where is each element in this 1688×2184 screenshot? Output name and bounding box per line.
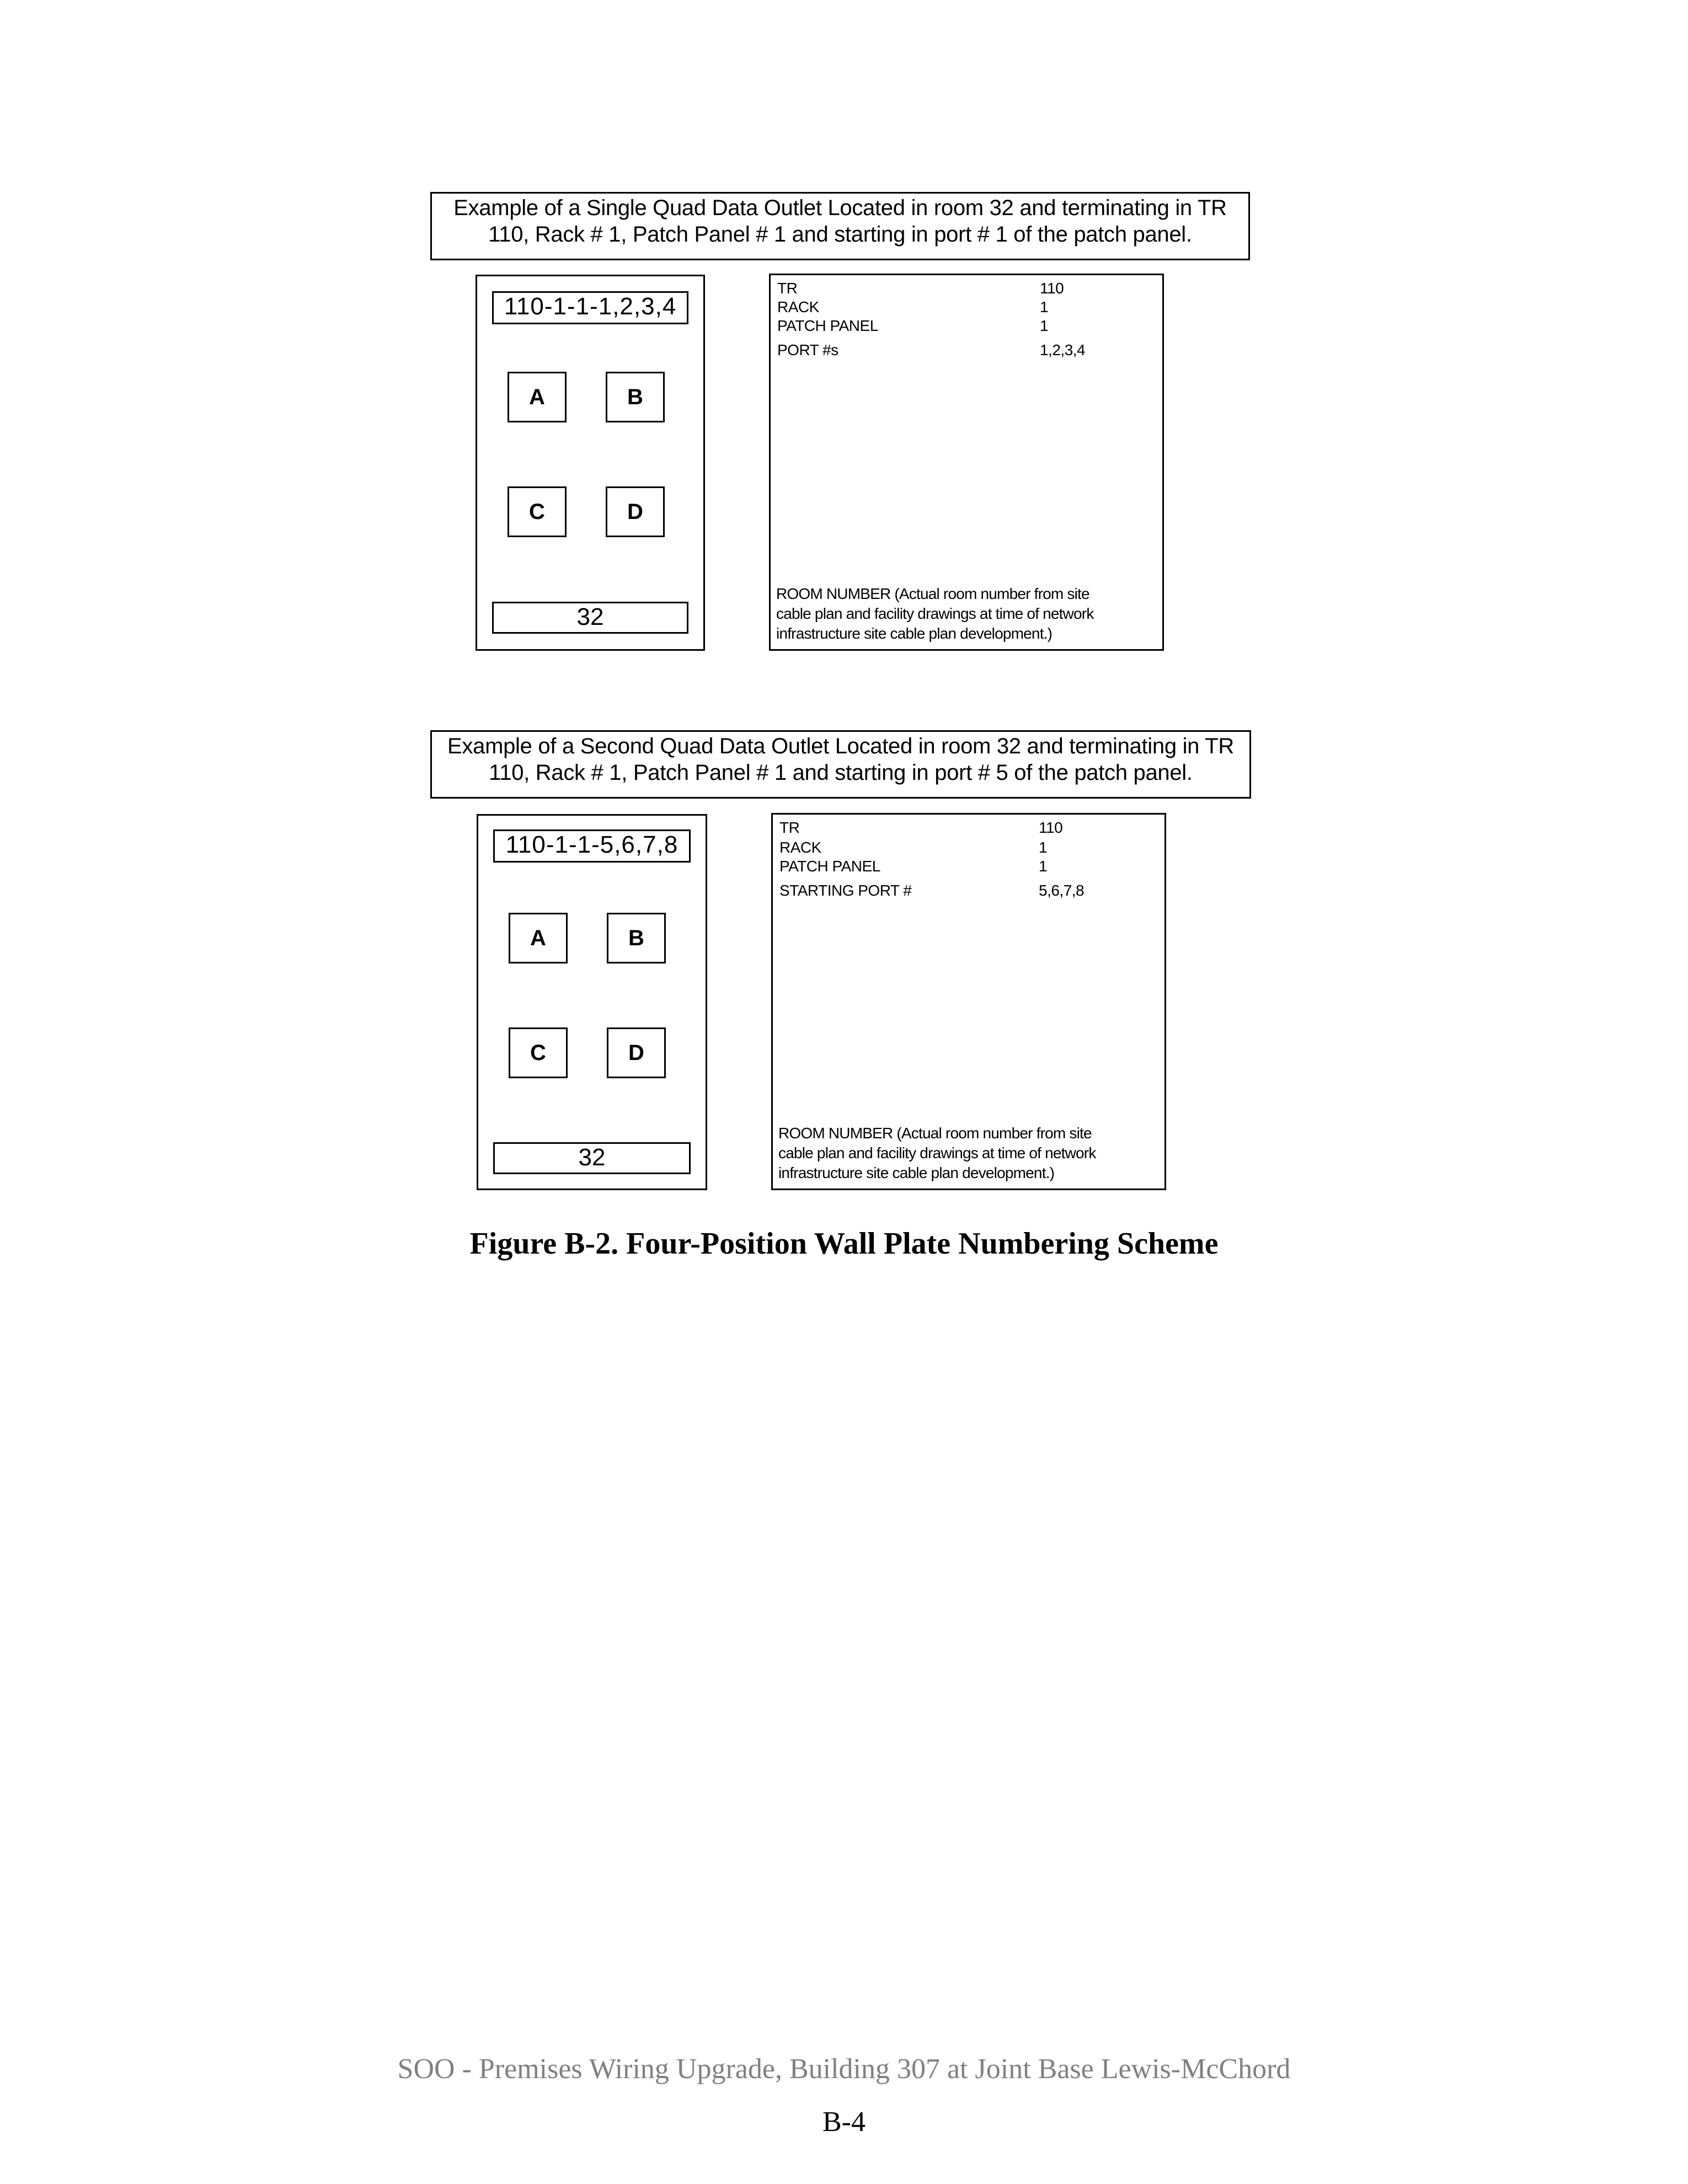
example-1-room-note-line2: cable plan and facility drawings at time of network xyxy=(776,605,1094,622)
example-1-label-rack-name: RACK xyxy=(777,298,819,315)
example-1-room-note-line3: infrastructure site cable plan development.) xyxy=(776,625,1053,642)
example-1-label-tr-name: TR xyxy=(777,280,798,297)
figure-title: Figure B-2. Four-Position Wall Plate Numbering Scheme xyxy=(469,1227,1219,1261)
example-2-caption-line1: Example of a Second Quad Data Outlet Located in room 32 and terminating in TR xyxy=(447,734,1234,758)
example-1-room-note xyxy=(776,584,1157,644)
example-1-label-legend xyxy=(769,274,1164,651)
example-2-label-panel-name: PATCH PANEL xyxy=(779,858,880,875)
example-2-wall-plate xyxy=(477,814,707,1190)
example-1-room-note-line1: ROOM NUMBER (Actual room number from site xyxy=(776,585,1089,602)
example-1-label-panel-value: 1 xyxy=(1040,317,1049,334)
example-2-jack-c: C xyxy=(509,1027,568,1078)
example-1-wall-plate xyxy=(476,275,705,651)
example-2-room-number: 32 xyxy=(493,1142,691,1174)
example-1-plate-id: 110-1-1-1,2,3,4 xyxy=(492,291,688,324)
example-2-label-tr-name: TR xyxy=(779,819,800,836)
example-1-jack-a: A xyxy=(508,372,567,422)
example-2-label-port-value: 5,6,7,8 xyxy=(1039,882,1085,899)
example-2-label-rack-name: RACK xyxy=(779,839,821,856)
example-2-label-rack-value: 1 xyxy=(1039,839,1048,856)
example-1-caption-line1: Example of a Single Quad Data Outlet Located in room 32 and terminating in TR xyxy=(453,196,1227,220)
footer-document-title: SOO - Premises Wiring Upgrade, Building 307 at Joint Base Lewis-McChord xyxy=(397,2053,1291,2085)
example-2-room-note xyxy=(778,1123,1159,1183)
example-1-label-port-name: PORT #s xyxy=(777,341,838,358)
example-1-jack-c: C xyxy=(508,486,567,537)
example-1-label-rack-value: 1 xyxy=(1040,298,1049,315)
example-2-caption-box xyxy=(430,730,1251,799)
example-1-label-panel-name: PATCH PANEL xyxy=(777,317,878,334)
example-1-jack-d: D xyxy=(606,486,665,537)
example-2-plate-id: 110-1-1-5,6,7,8 xyxy=(493,829,691,863)
example-2-jack-b: B xyxy=(607,913,666,963)
example-2-caption-line2: 110, Rack # 1, Patch Panel # 1 and starting in port # 5 of the patch panel. xyxy=(489,761,1193,785)
example-2-jack-a: A xyxy=(509,913,568,963)
example-2-room-note-line3: infrastructure site cable plan development.) xyxy=(778,1164,1055,1181)
example-2-label-legend xyxy=(771,813,1166,1190)
example-1-label-tr-value: 110 xyxy=(1040,280,1064,297)
example-1-label-port-value: 1,2,3,4 xyxy=(1040,341,1086,358)
example-2-label-panel-value: 1 xyxy=(1039,858,1048,875)
example-1-caption-box xyxy=(430,192,1250,260)
footer-page-number: B-4 xyxy=(822,2106,866,2138)
example-2-label-port-name: STARTING PORT # xyxy=(779,882,912,899)
example-2-label-tr-value: 110 xyxy=(1039,819,1063,836)
example-1-caption-line2: 110, Rack # 1, Patch Panel # 1 and starting in port # 1 of the patch panel. xyxy=(488,222,1192,247)
example-2-room-note-line2: cable plan and facility drawings at time of network xyxy=(778,1144,1096,1161)
example-1-room-number: 32 xyxy=(492,602,688,634)
example-2-jack-d: D xyxy=(607,1027,666,1078)
example-2-room-note-line1: ROOM NUMBER (Actual room number from site xyxy=(778,1125,1092,1142)
example-1-jack-b: B xyxy=(606,372,665,422)
